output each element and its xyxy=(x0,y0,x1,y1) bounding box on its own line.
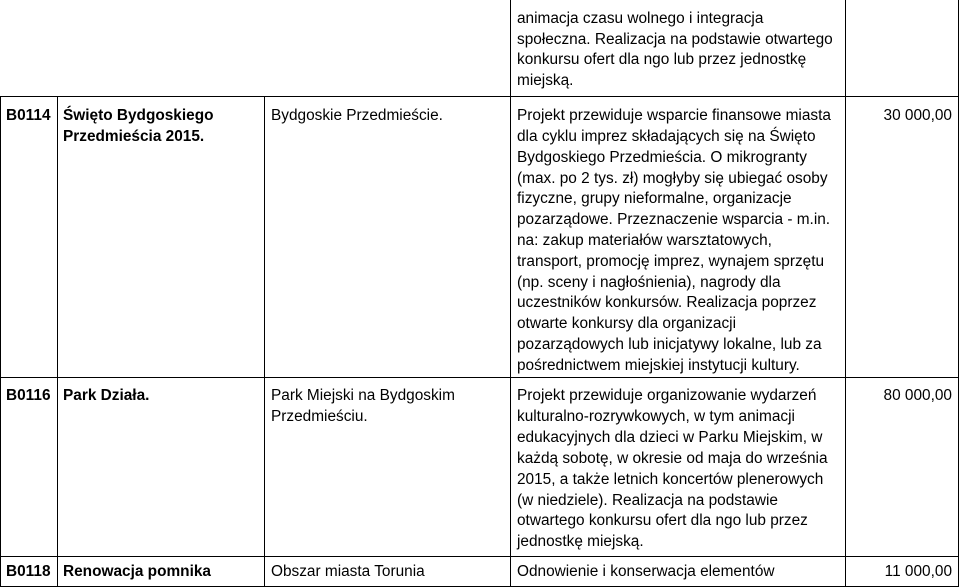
column-divider xyxy=(264,96,265,587)
description-line: na: zakup materiałów warsztatowych, xyxy=(517,232,772,249)
location-line: Park Miejski na Bydgoskim xyxy=(271,387,455,404)
description-line: otwarte konkursy dla organizacji xyxy=(517,315,736,332)
table-bottom-border xyxy=(0,586,959,587)
description-line: konkursu ofert dla ngo lub przez jednostkę xyxy=(517,51,807,68)
description-line: Projekt przewiduje wsparcie finansowe miasta xyxy=(517,107,831,124)
amount: 80 000,00 xyxy=(883,387,952,404)
description-line: animacja czasu wolnego i integracja xyxy=(517,10,764,27)
column-divider xyxy=(845,0,846,587)
location-line: Przedmieściu. xyxy=(271,408,368,425)
description-line: pozarządowe. Przeznaczenie wsparcia - m.in. xyxy=(517,211,831,228)
description-line: uczestników konkursów. Realizacja poprzez xyxy=(517,294,817,311)
description-line: transport, promocję imprez, wynajem sprzętu xyxy=(517,253,825,270)
description-line: kulturalno-rozrywkowych, w tym animacji xyxy=(517,408,795,425)
description-line: fizyczne, grupy nieformalne, organizacje xyxy=(517,190,792,207)
row-divider xyxy=(0,377,959,378)
project-name-line: Park Działa. xyxy=(63,387,150,404)
description-line: otwartego konkursu ofert dla ngo lub przez xyxy=(517,512,808,529)
row-divider xyxy=(0,96,959,97)
column-divider xyxy=(57,96,58,587)
location: Bydgoskie Przedmieście. xyxy=(271,107,443,124)
description-line: społeczna. Realizacja na podstawie otwartego xyxy=(517,31,833,48)
description-line: dla cyklu imprez składających się na Święto xyxy=(517,128,816,145)
project-name-line: Święto Bydgoskiego xyxy=(63,107,214,124)
description-line: edukacyjnych dla dzieci w Parku Miejskim, w xyxy=(517,429,823,446)
row-code: B0116 xyxy=(6,387,51,404)
description-line: pozarządowych lub inicjatywy lokalne, lub za xyxy=(517,336,822,353)
description-line: Projekt przewiduje organizowanie wydarzeń xyxy=(517,387,817,404)
column-divider xyxy=(0,96,1,587)
column-divider xyxy=(510,0,511,587)
amount: 30 000,00 xyxy=(883,107,952,124)
project-name-line: Przedmieścia 2015. xyxy=(63,128,205,145)
description-line: jednostkę miejską. xyxy=(517,533,644,550)
description-line: pośrednictwem miejskiej instytucji kultury. xyxy=(517,357,800,374)
description-line: 2015, a także letnich koncertów plenerowych xyxy=(517,471,824,488)
description-line: (max. po 2 tys. zł) mogłyby się ubiegać osoby xyxy=(517,170,828,187)
amount: 11 000,00 xyxy=(884,563,952,580)
description-line: Bydgoskiego Przedmieścia. O mikrogranty xyxy=(517,149,807,166)
description-line: (np. sceny i nagłośnienia), nagrody dla xyxy=(517,274,781,291)
project-name: Renowacja pomnika xyxy=(63,563,211,580)
description-line: miejską. xyxy=(517,72,574,89)
row-code: B0118 xyxy=(6,563,51,580)
description-line: każdą sobotę, w okresie od maja do września xyxy=(517,450,828,467)
description-line: (w niedziele). Realizacja na podstawie xyxy=(517,492,778,509)
row-divider xyxy=(0,556,959,557)
description: Odnowienie i konserwacja elementów xyxy=(517,563,775,580)
row-code: B0114 xyxy=(6,107,51,124)
location: Obszar miasta Torunia xyxy=(271,563,425,580)
